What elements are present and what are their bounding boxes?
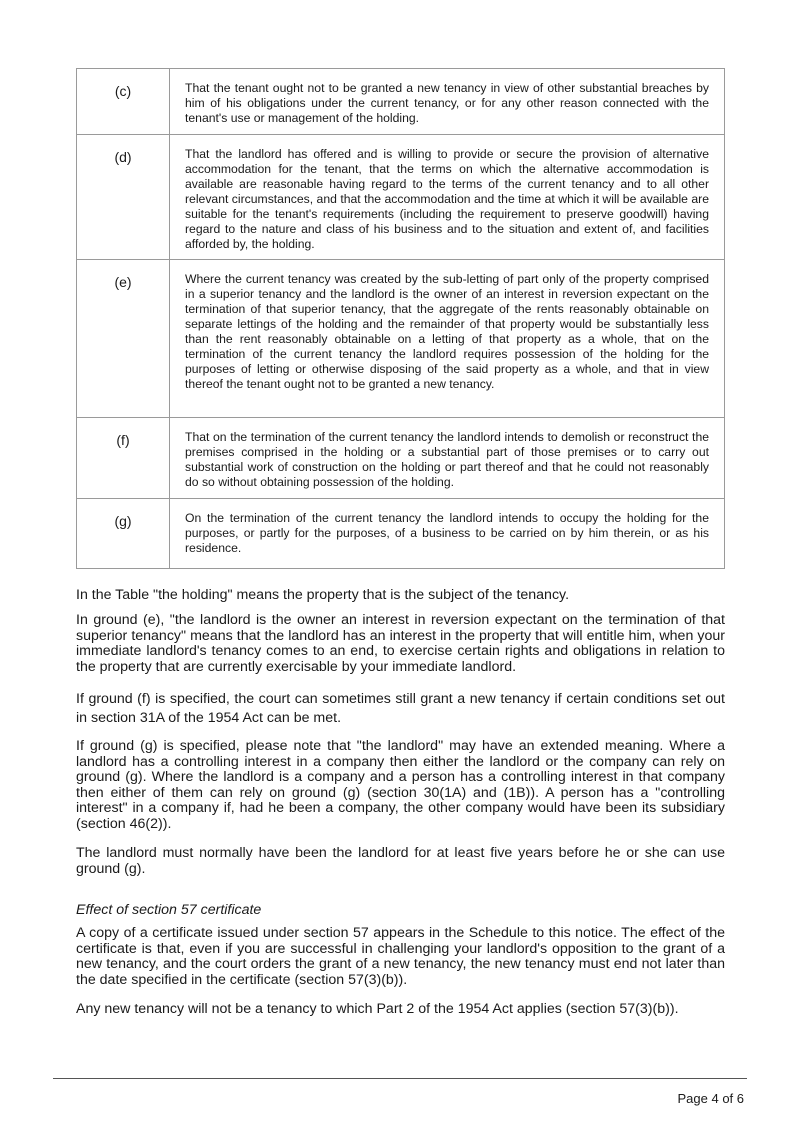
- ground-letter: (d): [77, 135, 170, 260]
- ground-description: On the termination of the current tenancy the landlord intends to occupy the holding for the purposes, or partly for the purposes, of a business to be carried on by him therein, or as his residence.: [170, 499, 725, 569]
- footer-divider: [53, 1078, 747, 1079]
- ground-description: That the landlord has offered and is willing to provide or secure the provision of alternative accommodation for the tenant, that the terms on which the alternative accommodation is available are reasonable having regard to the terms of the current tenancy and to all other relevant circumstances, and that the accommodation and the time at which it will be available are suitable for the tenant's requirements (including the requirement to preserve goodwill) having regard to the nature and class of his business and to the situation and extent of, and facilities afforded by, the holding.: [170, 135, 725, 260]
- holding-definition-paragraph: In the Table "the holding" means the property that is the subject of the tenancy.: [76, 587, 570, 603]
- ground-g-note-paragraph: If ground (g) is specified, please note that "the landlord" may have an extended meaning. Where a landlord has a controlling interest in a company then either the landlord or the company can rely on ground (g). Where the landlord is a company and a person has a controlling interest in that company then either of them can rely on ground (g) (section 30(1A) and (1B)). A person has a "controlling interest" in a company if, had he been a company, the other company would have been its subsidiary (section 46(2)).: [76, 738, 725, 832]
- five-years-paragraph: The landlord must normally have been the landlord for at least five years before he or she can use ground (g).: [76, 845, 725, 877]
- ground-description: Where the current tenancy was created by the sub-letting of part only of the property comprised in a superior tenancy and the landlord is the owner of an interest in reversion expectant on the termination of that superior tenancy, that the aggregate of the rents reasonably obtainable on separate lettings of the holding and the remainder of that property would be substantially less than the rent reasonably obtainable on a letting of that property as a whole, that on the termination of the current tenancy the landlord requires possession of the holding for the purposes of letting or otherwise disposing of the said property as a whole, and that in view thereof the tenant ought not to be granted a new tenancy.: [170, 260, 725, 418]
- section57-body-paragraph: A copy of a certificate issued under section 57 appears in the Schedule to this notice. The effect of the certificate is that, even if you are successful in challenging your landlord's opposition to the grant of a new tenancy, and the court orders the grant of a new tenancy, the new tenancy must end not later than the date specified in the certificate (section 57(3)(b)).: [76, 925, 725, 988]
- table-row: [77, 69, 725, 135]
- table-row: [77, 260, 725, 418]
- table-row: [77, 499, 725, 569]
- grounds-table: [76, 68, 725, 569]
- ground-e-note-paragraph: In ground (e), "the landlord is the owner an interest in reversion expectant on the termination of that superior tenancy" means that the landlord has an interest in the property that will entitle him, when your immediate landlord's tenancy comes to an end, to exercise certain rights and obligations in relation to the property that are currently exercisable by your immediate landlord.: [76, 612, 725, 675]
- ground-description: That on the termination of the current tenancy the landlord intends to demolish or reconstruct the premises comprised in the holding or a substantial part of those premises or to carry out substantial work of construction on the holding or part thereof and that he could not reasonably do so without obtaining possession of the holding.: [170, 418, 725, 499]
- ground-letter: (c): [77, 69, 170, 135]
- section57-heading: Effect of section 57 certificate: [76, 902, 262, 918]
- ground-letter: (f): [77, 418, 170, 499]
- ground-letter: (g): [77, 499, 170, 569]
- ground-f-note-paragraph: If ground (f) is specified, the court can sometimes still grant a new tenancy if certain conditions set out in section 31A of the 1954 Act can be met.: [76, 691, 725, 726]
- table-row: [77, 135, 725, 260]
- part2-note-paragraph: Any new tenancy will not be a tenancy to which Part 2 of the 1954 Act applies (section 57(3)(b)).: [76, 1001, 679, 1017]
- ground-description: That the tenant ought not to be granted a new tenancy in view of other substantial breaches by him of his obligations under the current tenancy, or for any other reason connected with the tenant's use or management of the holding.: [170, 69, 725, 135]
- table-row: [77, 418, 725, 499]
- page-number: Page 4 of 6: [677, 1091, 744, 1106]
- ground-letter: (e): [77, 260, 170, 418]
